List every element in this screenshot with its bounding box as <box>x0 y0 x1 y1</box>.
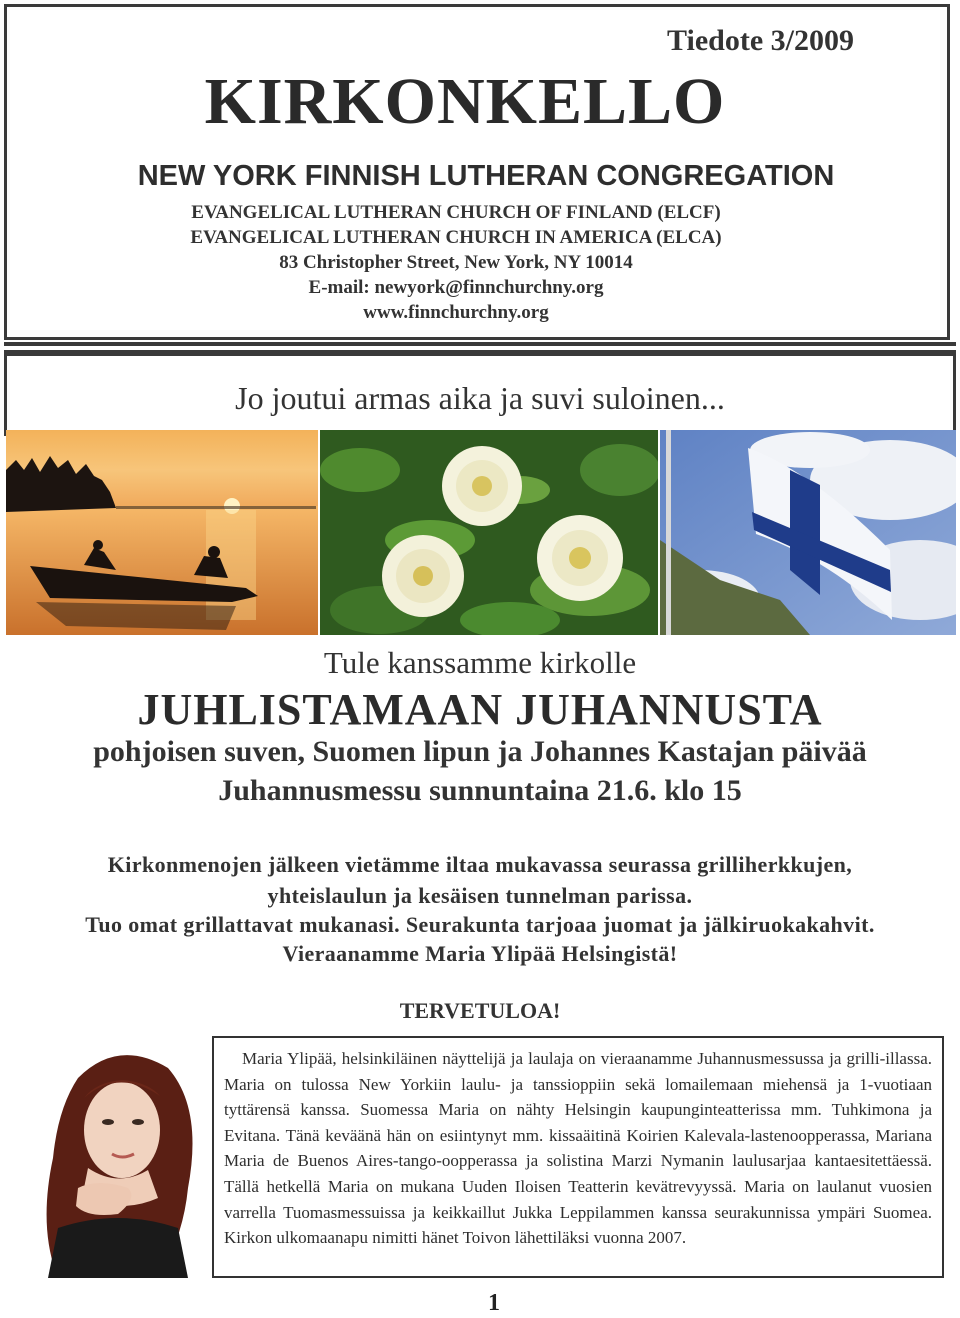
photo-white-roses <box>320 430 658 635</box>
description-line-4: Vieraanamme Maria Ylipää Helsingistä! <box>282 941 678 966</box>
address: 83 Christopher Street, New York, NY 10014 <box>279 252 633 273</box>
invitation-line-1: Tule kanssamme kirkolle <box>323 645 637 680</box>
issue-number: Tiedote 3/2009 <box>667 24 854 57</box>
masthead-rule <box>4 342 956 346</box>
church-line-1: EVANGELICAL LUTHERAN CHURCH OF FINLAND (ELCF) <box>191 202 721 223</box>
headline: Jo joutui armas aika ja suvi suloinen... <box>235 380 725 416</box>
description-line-3: Tuo omat grillattavat mukanasi. Seurakunta tarjoaa juomat ja jälkiruokakahvit. <box>85 912 875 937</box>
description-line-1: Kirkonmenojen jälkeen vietämme iltaa mukavassa seurassa grilliherkkujen, <box>107 852 853 877</box>
website: www.finnchurchny.org <box>363 302 549 323</box>
portrait-maria-ylipaa <box>18 1038 208 1278</box>
photo-finnish-flag <box>660 430 956 635</box>
newsletter-title <box>0 64 956 140</box>
photo-sunset-rowboat <box>6 430 318 635</box>
invitation-line-3: pohjoisen suven, Suomen lipun ja Johannes Kastajan päivää <box>93 735 867 768</box>
email: E-mail: newyork@finnchurchny.org <box>308 277 604 298</box>
church-line-2: EVANGELICAL LUTHERAN CHURCH IN AMERICA (ELCA) <box>190 227 722 248</box>
newsletter-title-text: KIRKONKELLO <box>204 65 726 138</box>
bio-box <box>212 1036 944 1278</box>
welcome-text: TERVETULOA! <box>399 998 561 1023</box>
bio-text: Maria Ylipää, helsinkiläinen näyttelijä ja laulaja on vieraanamme Juhannusmessussa ja grilli-illassa. Maria on tulossa New Yorkiin laulu- ja tanssioppiin sekä lomailemaan miehensä ja 1-vuotiaan tyttärensä kanssa. Suomessa Maria on nähty Helsingin kaupunginteatterissa mm. Tuhkimona ja Evitana. Tänä keväänä hän on esiintynyt mm. kissaäitinä Koirien Kalevala-lastenoopperassa, Mariana Maria de Buenos Aires-tango-oopperassa ja solistina Marzi Nymanin laulusarjaa kantaesitettäessä. Tällä hetkellä Maria on mukana Uuden Iloisen Teatterin kevätrevyyssä. Maria on laulanut vuosien varrella Tuomasmessuissa ja keikkaillut Jukka Leppilammen kanssa seurakunnissa ympäri Suomea. Kirkon ulkomaanapu nimitti hänet Toivon lähettiläksi vuonna 2007. <box>224 1049 932 1248</box>
invitation-heading: JUHLISTAMAAN JUHANNUSTA <box>137 685 823 734</box>
page-number: 1 <box>488 1290 500 1316</box>
congregation-name: NEW YORK FINNISH LUTHERAN CONGREGATION <box>137 160 835 192</box>
description-line-2: yhteislaulun ja kesäisen tunnelman parissa. <box>267 883 693 908</box>
masthead-rule-thick <box>4 350 956 356</box>
invitation-date: Juhannusmessu sunnuntaina 21.6. klo 15 <box>218 774 742 807</box>
